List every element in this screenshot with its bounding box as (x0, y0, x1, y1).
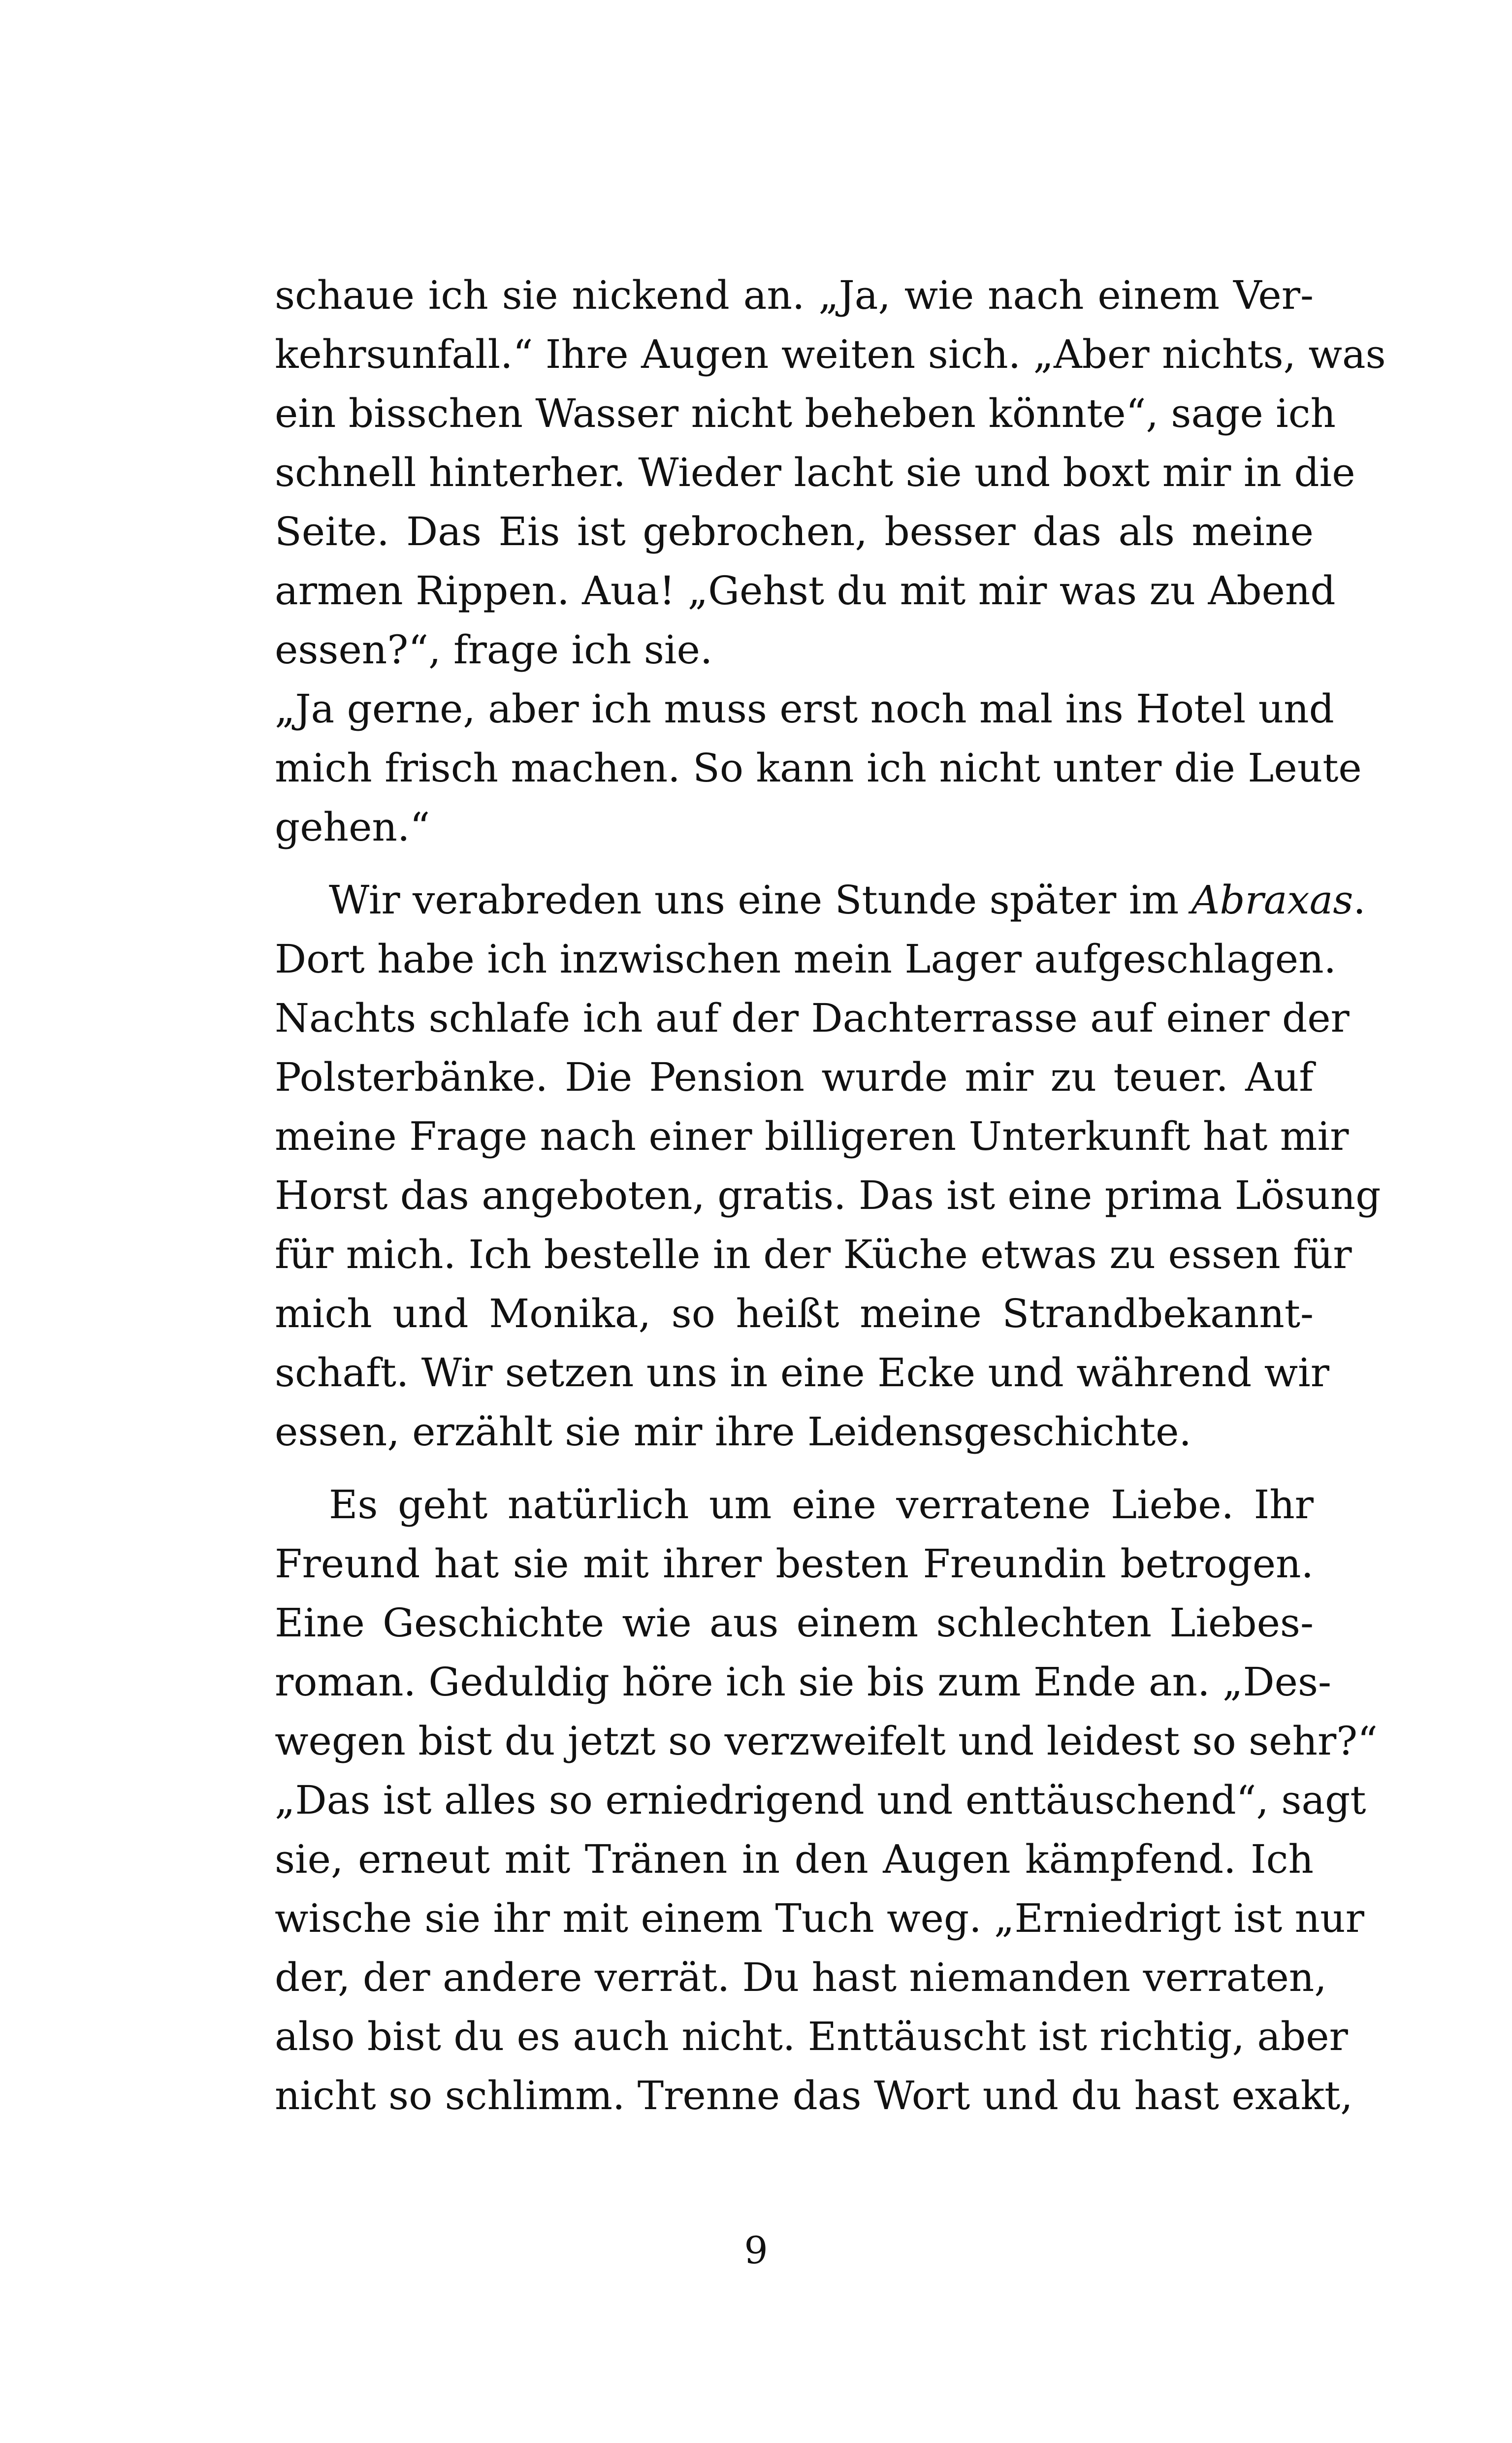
paragraph-1 (275, 266, 1386, 680)
text-line: also bist du es auch nicht. Enttäuscht ist richtig, aber (275, 2014, 1348, 2059)
paragraph-4 (275, 1475, 1378, 1771)
text-line: mich und Monika, so heißt meine Strandbekannt- (275, 1291, 1314, 1336)
text-line: schaue ich sie nickend an. „Ja, wie nach einem Ver- (275, 272, 1314, 318)
italic-place-name: Abraxas (1191, 877, 1353, 923)
text-line: Polsterbänke. Die Pension wurde mir zu teuer. Auf (275, 1054, 1314, 1100)
text-run: Wir verabreden uns eine Stunde später im (329, 877, 1191, 923)
text-line: ein bisschen Wasser nicht beheben könnte“, sage ich (275, 391, 1336, 436)
text-run: . (1353, 877, 1366, 923)
text-line: Seite. Das Eis ist gebrochen, besser das als meine (275, 509, 1314, 554)
text-line: kehrsunfall.“ Ihre Augen weiten sich. „Aber nichts, was (275, 331, 1386, 377)
text-line: Es geht natürlich um eine verratene Liebe. Ihr (329, 1482, 1314, 1528)
text-line: Eine Geschichte wie aus einem schlechten Liebes- (275, 1600, 1314, 1646)
paragraph-2 (275, 680, 1362, 857)
text-line: schnell hinterher. Wieder lacht sie und boxt mir in die (275, 450, 1355, 495)
page-number: 9 (744, 2228, 768, 2272)
text-line: für mich. Ich bestelle in der Küche etwas zu essen für (275, 1232, 1352, 1277)
text-line: roman. Geduldig höre ich sie bis zum Ende an. „Des- (275, 1659, 1332, 1705)
text-line: essen?“, frage ich sie. (275, 627, 713, 673)
text-line: Dort habe ich inzwischen mein Lager aufgeschlagen. (275, 936, 1337, 982)
text-line: essen, erzählt sie mir ihre Leidensgeschichte. (275, 1409, 1191, 1455)
text-line: mich frisch machen. So kann ich nicht unter die Leute (275, 745, 1362, 791)
paragraph-spacer (275, 1462, 1314, 1475)
text-line (275, 871, 1366, 930)
text-line: gehen.“ (275, 804, 430, 850)
text-line: schaft. Wir setzen uns in eine Ecke und während wir (275, 1350, 1329, 1396)
paragraph-spacer (275, 857, 1314, 871)
text-line: armen Rippen. Aua! „Gehst du mit mir was zu Abend (275, 568, 1336, 614)
text-line: „Das ist alles so erniedrigend und enttäuschend“, sagt (275, 1777, 1366, 1823)
paragraph-3 (275, 871, 1381, 1462)
text-line: Horst das angeboten, gratis. Das ist eine prima Lösung (275, 1173, 1381, 1218)
text-line: wegen bist du jetzt so verzweifelt und leidest so sehr?“ (275, 1718, 1378, 1764)
text-line: Freund hat sie mit ihrer besten Freundin betrogen. (275, 1541, 1314, 1587)
paragraph-5 (275, 1771, 1366, 2125)
text-line: sie, erneut mit Tränen in den Augen kämpfend. Ich (275, 1836, 1314, 1882)
text-line: der, der andere verrät. Du hast niemanden verraten, (275, 1954, 1327, 2000)
text-line: nicht so schlimm. Trenne das Wort und du hast exakt, (275, 2073, 1353, 2118)
text-line: „Ja gerne, aber ich muss erst noch mal ins Hotel und (275, 686, 1334, 732)
text-line: Nachts schlafe ich auf der Dachterrasse auf einer der (275, 995, 1350, 1041)
text-line: meine Frage nach einer billigeren Unterkunft hat mir (275, 1113, 1349, 1159)
body-text (275, 266, 1386, 2125)
text-line: wische sie ihr mit einem Tuch weg. „Erniedrigt ist nur (275, 1895, 1364, 1941)
